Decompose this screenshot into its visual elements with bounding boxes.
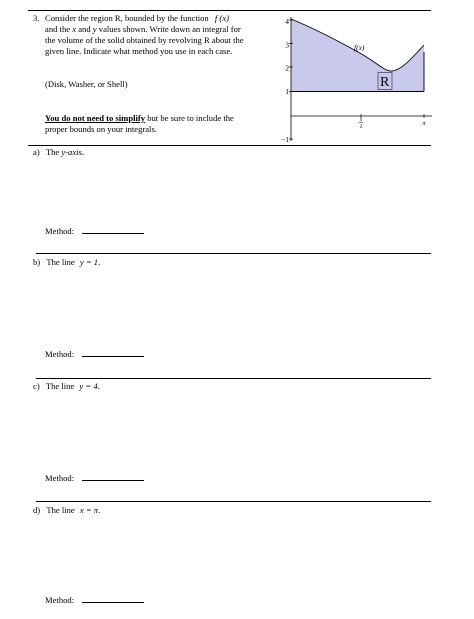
part-c-method: [45, 472, 144, 484]
part-c-bottom-rule: [36, 501, 431, 502]
part-a-letter: a): [33, 147, 40, 157]
part-a-bottom-rule: [36, 253, 431, 254]
part-c-suffix: .: [97, 381, 100, 391]
y-tick-1: 1: [285, 87, 289, 96]
part-b-question: [33, 257, 100, 268]
part-d-expr: x = π: [79, 505, 99, 515]
part-c-method-blank[interactable]: [82, 472, 144, 481]
part-d-method-label: Method:: [45, 595, 75, 605]
note-bold: You do not need to simplify: [45, 113, 146, 123]
part-b-method-blank[interactable]: [82, 348, 144, 357]
part-d-method-blank[interactable]: [82, 594, 144, 603]
var-x: x: [72, 24, 77, 34]
part-c-method-label: Method:: [45, 473, 75, 483]
part-a-suffix: .: [81, 147, 85, 157]
intro-text-3: and: [78, 24, 91, 34]
y-tick-neg-1: −1: [281, 135, 289, 144]
part-b-method-label: Method:: [45, 349, 75, 359]
part-a-method-blank[interactable]: [82, 225, 144, 234]
part-d-suffix: .: [98, 505, 101, 515]
problem-intro-line-3: the volume of the solid obtained by revolving R about the: [45, 35, 244, 45]
x-tick-half-pi-num: π: [359, 117, 363, 123]
intro-text-2: and the: [45, 24, 71, 34]
note-rest: but be sure to include the: [147, 113, 234, 123]
intro-text-4: values shown. Write down an integral for: [98, 24, 241, 34]
x-tick-pi: π: [422, 120, 426, 127]
part-b-bottom-rule: [36, 378, 431, 379]
part-d-method: [45, 594, 144, 606]
region-fill: [291, 19, 424, 92]
part-c-expr: y = 4: [79, 381, 98, 391]
part-d-text: The line: [46, 505, 75, 515]
part-a-method: [45, 225, 144, 237]
problem-number: 3.: [33, 13, 40, 23]
y-tick-2: 2: [285, 63, 289, 73]
function-label: f (x): [214, 13, 229, 23]
problem-intro-line-4: given line. Indicate what method you use in each case.: [45, 46, 233, 56]
problem-bottom-rule: [28, 145, 431, 146]
intro-text-1: Consider the region R, bounded by the function: [45, 13, 209, 23]
part-b-expr: y = 1: [79, 257, 99, 267]
curve-label: f(x): [354, 43, 365, 52]
methods-hint: (Disk, Washer, or Shell): [45, 79, 128, 89]
part-b-text: The line: [46, 257, 75, 267]
var-y: y: [92, 24, 97, 34]
part-b-suffix: .: [98, 257, 101, 267]
part-a-question: [33, 147, 84, 158]
part-a-text: The: [45, 147, 60, 157]
part-c-text: The line: [45, 381, 75, 391]
part-d-letter: d): [33, 505, 41, 515]
part-a-expr: y-axis: [61, 147, 82, 157]
part-c-letter: c): [33, 381, 40, 391]
part-d-question: [33, 505, 100, 516]
y-tick-4: 4: [285, 17, 289, 26]
note-line-2: proper bounds on your integrals.: [45, 124, 157, 134]
part-c-question: [33, 381, 100, 392]
x-tick-half-pi-den: 2: [359, 124, 363, 130]
region-label: R: [380, 75, 390, 90]
part-b-letter: b): [33, 257, 41, 267]
part-a-method-label: Method:: [45, 226, 75, 236]
part-b-method: [45, 348, 144, 360]
y-tick-3: 3: [285, 40, 289, 50]
